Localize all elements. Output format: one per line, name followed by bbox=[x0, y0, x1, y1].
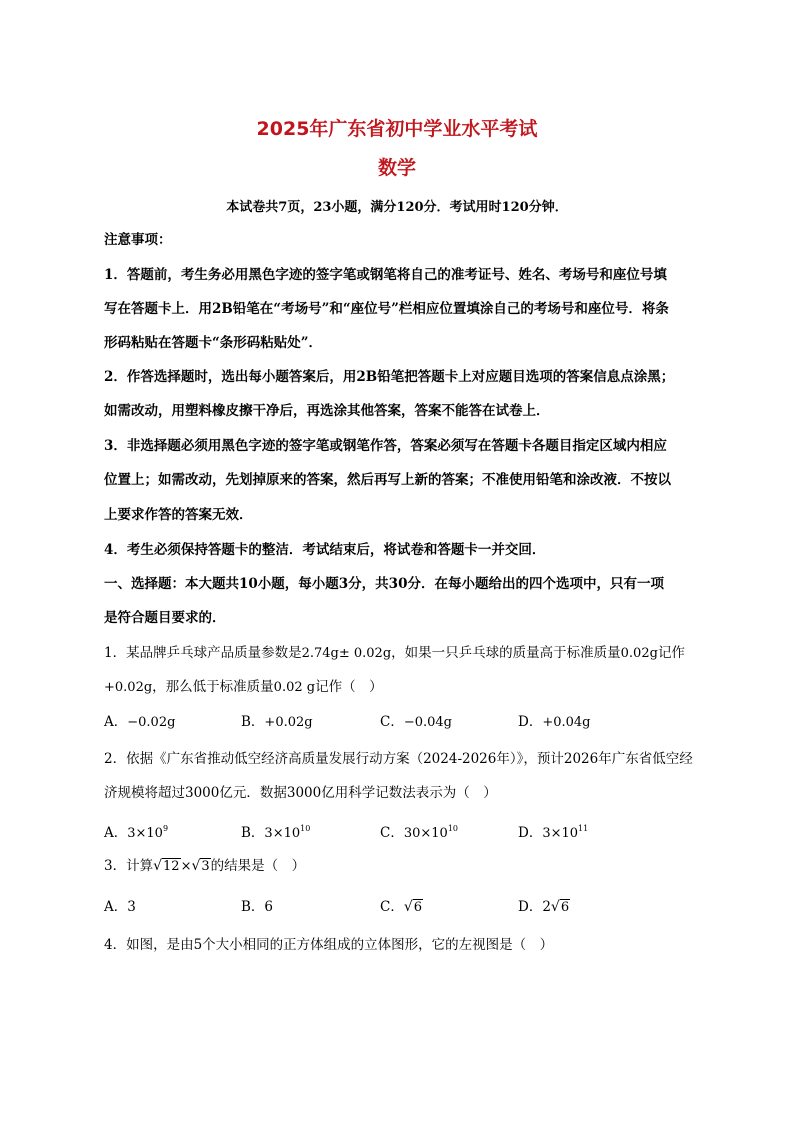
note-3-line-1: 3．非选择题必须用黑色字迹的签字笔或钢笔作答，答案必须写在答题卡各题目指定区域内相应 bbox=[104, 438, 667, 454]
note-1-line-1: 1．答题前，考生务必用黑色字迹的签字笔或钢笔将自己的准考证号、姓名、考场号和座位号填 bbox=[104, 267, 667, 283]
q1-text-e: 记作 bbox=[657, 645, 685, 661]
q1-tolerance-2: 0.02 g bbox=[273, 680, 316, 695]
q1-option-a: A．−0.02g bbox=[104, 714, 176, 730]
q1-tolerance: 0.02g bbox=[620, 646, 658, 661]
note-1-line-2: 写在答题卡上．用2B铅笔在“考场号”和“座位号”栏相应位置填涂自己的考场号和座位号．将条 bbox=[104, 301, 669, 317]
exam-info: 本试卷共7页，23小题，满分120分．考试用时120分钟． bbox=[226, 200, 568, 215]
q1-text-i: 记作（ ） bbox=[315, 679, 383, 695]
q1-spec: 2.74g± 0.02g bbox=[301, 646, 392, 661]
note-3-line-2: 位置上；如需改动，先划掉原来的答案，然后再写上新的答案；不准使用铅笔和涂改液．不按以 bbox=[104, 472, 671, 488]
subject-title: 数学 bbox=[377, 157, 416, 179]
q2-option-b: B．$3\times 10^{10}$ bbox=[241, 824, 311, 841]
question-3: 3．计算√12×√3的结果是（ ） bbox=[104, 858, 306, 874]
q1-text-g: ，那么低于标准质量 bbox=[152, 679, 274, 695]
q1-text-a: 1．某品牌乒乓球产品质量参数是 bbox=[104, 645, 302, 661]
note-3-line-3: 上要求作答的答案无效． bbox=[104, 507, 253, 523]
q2-option-a: A．$3\times 10^9$ bbox=[104, 824, 169, 841]
note-2-line-2: 如需改动，用塑料橡皮擦干净后，再选涂其他答案，答案不能答在试卷上． bbox=[104, 403, 550, 419]
question-4: 4．如图，是由5个大小相同的正方体组成的立体图形，它的左视图是（ ） bbox=[104, 937, 554, 953]
q1-option-b: B．+0.02g bbox=[241, 714, 313, 730]
q2-option-c: C．$30\times 10^{10}$ bbox=[380, 824, 459, 841]
sqrt-12: √12 bbox=[153, 858, 180, 874]
q3-option-d: D．2√6 bbox=[518, 899, 570, 915]
q3-option-a: A．3 bbox=[104, 899, 136, 915]
question-1-line-1 bbox=[104, 644, 685, 663]
question-2-line-2: 济规模将超过3000亿元．数据3000亿用科学记数法表示为（ ） bbox=[104, 785, 497, 801]
q3-option-c: C．√6 bbox=[380, 899, 423, 915]
q1-option-c: C．−0.04g bbox=[380, 714, 453, 730]
q1-plus-value: +0.02g bbox=[104, 680, 153, 695]
note-2-line-1: 2．作答选择题时，选出每小题答案后，用2B铅笔把答题卡上对应题目选项的答案信息点涂黑； bbox=[104, 369, 675, 385]
notes-heading: 注意事项： bbox=[104, 232, 172, 248]
q1-option-d: D．+0.04g bbox=[518, 714, 591, 730]
note-1-line-3: 形码粘贴在答题卡“条形码粘贴处”． bbox=[104, 335, 323, 351]
sqrt-3: √3 bbox=[191, 858, 210, 874]
section-1-line-2: 是符合题目要求的． bbox=[104, 610, 226, 626]
q3-option-b: B．6 bbox=[241, 899, 274, 915]
note-4-line-1: 4．考生必须保持答题卡的整洁．考试结束后，将试卷和答题卡一并交回． bbox=[104, 542, 546, 558]
question-1-line-2 bbox=[104, 678, 383, 697]
q1-text-c: ，如果一只乒乓球的质量高于标准质量 bbox=[391, 645, 621, 661]
q2-option-d: D．$3\times 10^{11}$ bbox=[518, 824, 589, 841]
exam-title: 2025年广东省初中学业水平考试 bbox=[256, 118, 538, 140]
section-1-line-1: 一、选择题：本大题共10小题，每小题3分，共30分．在每小题给出的四个选项中，只有一项 bbox=[104, 576, 664, 592]
question-2-line-1: 2．依据《广东省推动低空经济高质量发展行动方案（2024-2026年）》，预计2026年广东省低空经 bbox=[104, 751, 693, 767]
